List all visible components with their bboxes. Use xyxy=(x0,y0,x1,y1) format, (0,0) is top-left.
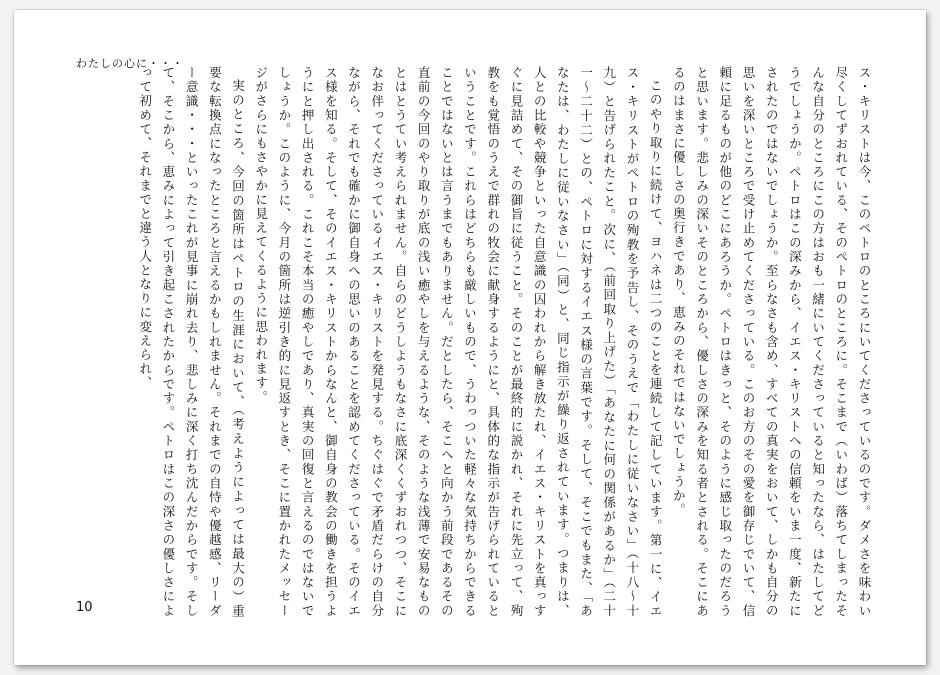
page-number: 10 xyxy=(76,600,93,615)
paragraph: 実のところ、今回の箇所はペトロの生涯において、（考えようによっては最大の）重要な転換点になったところと言えるかもしれません。それまでの自恃や優越感、リーダー意識・・・といったこれが見事に崩れ去り、悲しみに深く打ち沈んだからです。そして、そこから、恵みによって引き起こされたからです。ペトロはこの深さの優しさによって初めて、それまでと違う人となりに変えられ、 xyxy=(137,66,246,618)
running-head: わたしの心に・・・ xyxy=(76,57,184,70)
paragraph: ス・キリストは今、このペトロのところにいてくださっているのです。ダメさを味わい尽くしてずおれている、そのペトロのところに。そこまで（いわば）落ちてしまったそんな自分のところにこの方はおも一緒にいてくださっていると知ったなら、はたしてどうでしょうか。ペトロはこの深みから、イエス・キリストへの信頼をいま一度、新たにされたのではないでしょうか。至らなさも含め、すべての真実をおいて、しかも自分の思いを深いところで受け止めてくださっている。このお方のその愛を御存じでいて、信頼に足るものが他のどこにあろうか。ペトロはきっと、そのように感じ取ったのだろうと思います。悲しみの深いそのところから、優しさの深みを知る者とされる。そこにあるのはまさに優しさの奥行きであり、恵みのそれではないでしょうか。 xyxy=(671,66,872,618)
paragraph: このやり取りに続けて、ヨハネは二つのことを連続して記しています。第一に、イエス・キリストがペトロの殉教を予告し、そのうえで「わたしに従いなさい」（十八～十九）と告げられたこと。次に、（前回取り上げた）「あなたに何の関係があるか」（二十一～二十二）との、ペトロに対するイエス様の言葉です。そして、そこでもまた、「あなたは、わたしに従いなさい」（同）と、同じ指示が繰り返されています。つまりは、人との比較や競争といった自意識の囚われから解き放たれ、イエス・キリストを真っすぐに見詰めて、その御旨に従うこと。そのことが最終的に説かれ、それに先立って、殉教をも覚悟のうえで群れの牧会に献身するようにと、具体的な指示が告げられているということです。これらはどちらも厳しいもので、うわっついた軽々な気持ちからできることではないとは言うまでもありません。だとしたら、そこへと向かう前段であるその直前の今回のやり取りが底の浅い癒やしを与えるような、そのような浅薄で安易なものとはとうてい考えられません。自らのどうしようもなさに底深くくずおれつつ、そこになお伴ってくださっているイエス・キリストを発見する。ちぐはぐで矛盾だらけの自分ながら、それでも確かに御自身への思いのあることを認めてくださっている。そのイエス様を知る。そして、そのイエス・キリストからなんと、御自身の教会の働きを担うようにと押し出される。これこそ本当の癒やしであり、真実の回復と言えるのではないでしょうか。このように、今月の箇所は逆引き的に見返すとき、そこに置かれたメッセージがさらにもさやかに見えてくるように思われます。 xyxy=(253,66,664,618)
book-page xyxy=(14,10,926,665)
body-text xyxy=(137,66,876,618)
